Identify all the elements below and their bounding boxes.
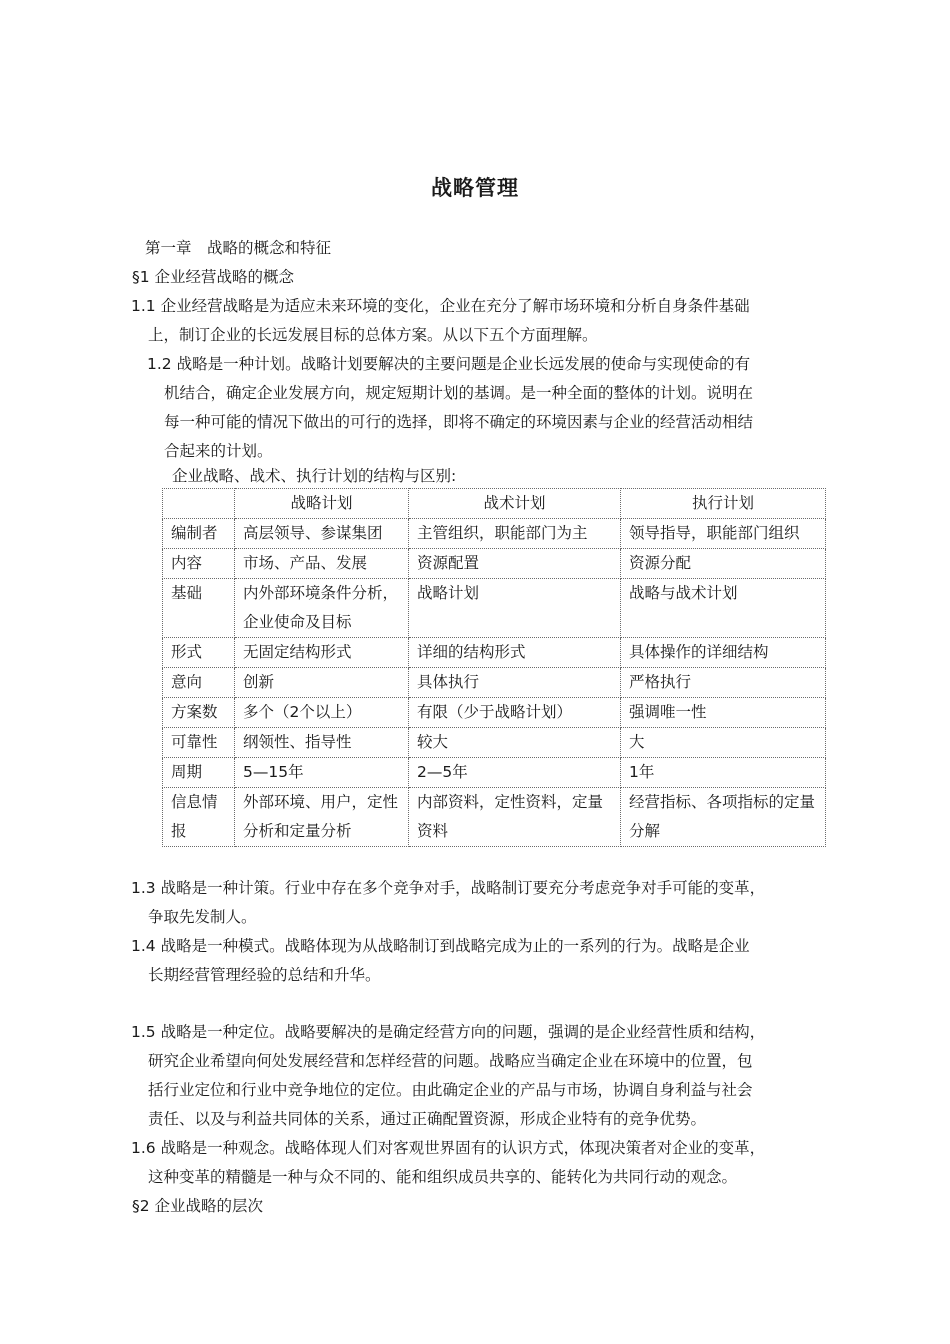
table-cell: 5—15年 bbox=[235, 758, 409, 788]
table-cell: 资源配置 bbox=[409, 549, 621, 579]
table-cell: 无固定结构形式 bbox=[235, 638, 409, 668]
table-cell: 严格执行 bbox=[621, 668, 826, 698]
table-cell: 经营指标、各项指标的定量分解 bbox=[621, 788, 826, 847]
table-cell: 基础 bbox=[163, 579, 235, 638]
table-cell: 意向 bbox=[163, 668, 235, 698]
page-title: 战略管理 bbox=[431, 176, 519, 200]
table-row bbox=[163, 728, 826, 758]
table-cell: 具体操作的详细结构 bbox=[621, 638, 826, 668]
table-header-row bbox=[163, 489, 826, 519]
table-cell: 主管组织，职能部门为主 bbox=[409, 519, 621, 549]
section-heading-2: §2 企业战略的层次 bbox=[132, 1197, 264, 1215]
table-cell: 2—5年 bbox=[409, 758, 621, 788]
table-cell: 领导指导，职能部门组织 bbox=[621, 519, 826, 549]
paragraph-line: 1.1 企业经营战略是为适应未来环境的变化，企业在充分了解市场环境和分析自身条件基础 bbox=[131, 297, 750, 315]
paragraph-line: 责任、以及与利益共同体的关系，通过正确配置资源，形成企业特有的竞争优势。 bbox=[148, 1110, 707, 1128]
paragraph-1-4 bbox=[131, 932, 750, 990]
paragraph-line: 上，制订企业的长远发展目标的总体方案。从以下五个方面理解。 bbox=[148, 326, 598, 344]
paragraph-line: 这种变革的精髓是一种与众不同的、能和组织成员共享的、能转化为共同行动的观念。 bbox=[148, 1168, 738, 1186]
paragraph-1-5 bbox=[131, 1018, 765, 1134]
table-cell: 内容 bbox=[163, 549, 235, 579]
paragraph-line: 1.2 战略是一种计划。战略计划要解决的主要问题是企业长远发展的使命与实现使命的有 bbox=[147, 355, 751, 373]
table-header-cell: 执行计划 bbox=[621, 489, 826, 519]
paragraph-line: 1.6 战略是一种观念。战略体现人们对客观世界固有的认识方式，体现决策者对企业的变革， bbox=[131, 1139, 766, 1157]
paragraph-line: 长期经营管理经验的总结和升华。 bbox=[148, 966, 381, 984]
table-cell: 纲领性、指导性 bbox=[235, 728, 409, 758]
table-row bbox=[163, 788, 826, 847]
chapter-heading: 第一章 战略的概念和特征 bbox=[145, 239, 332, 257]
paragraph-line: 机结合，确定企业发展方向，规定短期计划的基调。是一种全面的整体的计划。说明在 bbox=[164, 384, 754, 402]
paragraph-line: 括行业定位和行业中竞争地位的定位。由此确定企业的产品与市场，协调自身利益与社会 bbox=[148, 1081, 753, 1099]
table-cell: 市场、产品、发展 bbox=[235, 549, 409, 579]
paragraph-line: 争取先发制人。 bbox=[148, 908, 257, 926]
table-cell: 编制者 bbox=[163, 519, 235, 549]
table-cell: 信息情报 bbox=[163, 788, 235, 847]
paragraph-line: 合起来的计划。 bbox=[164, 442, 273, 460]
comparison-table bbox=[162, 488, 826, 847]
paragraph-1-6 bbox=[131, 1134, 765, 1192]
table-row bbox=[163, 698, 826, 728]
table-cell: 强调唯一性 bbox=[621, 698, 826, 728]
table-cell: 1年 bbox=[621, 758, 826, 788]
paragraph-line: 1.3 战略是一种计策。行业中存在多个竞争对手，战略制订要充分考虑竞争对手可能的变革， bbox=[131, 879, 766, 897]
table-row bbox=[163, 758, 826, 788]
table-cell: 有限（少于战略计划） bbox=[409, 698, 621, 728]
table-cell: 外部环境、用户，定性分析和定量分析 bbox=[235, 788, 409, 847]
table-cell: 具体执行 bbox=[409, 668, 621, 698]
table-cell: 创新 bbox=[235, 668, 409, 698]
paragraph-line: 每一种可能的情况下做出的可行的选择，即将不确定的环境因素与企业的经营活动相结 bbox=[164, 413, 754, 431]
table-header-cell bbox=[163, 489, 235, 519]
table-header-cell: 战术计划 bbox=[409, 489, 621, 519]
section-heading-1: §1 企业经营战略的概念 bbox=[132, 268, 295, 286]
paragraph-line: 1.5 战略是一种定位。战略要解决的是确定经营方向的问题，强调的是企业经营性质和结构， bbox=[131, 1023, 766, 1041]
table-cell: 可靠性 bbox=[163, 728, 235, 758]
table-cell: 内部资料，定性资料，定量资料 bbox=[409, 788, 621, 847]
table-row bbox=[163, 638, 826, 668]
paragraph-1-2 bbox=[147, 350, 753, 466]
table-cell: 资源分配 bbox=[621, 549, 826, 579]
table-cell: 战略与战术计划 bbox=[621, 579, 826, 638]
paragraph-1-1 bbox=[131, 292, 750, 350]
table-row bbox=[163, 668, 826, 698]
table-cell: 方案数 bbox=[163, 698, 235, 728]
table-cell: 详细的结构形式 bbox=[409, 638, 621, 668]
table-cell: 内外部环境条件分析，企业使命及目标 bbox=[235, 579, 409, 638]
paragraph-line: 1.4 战略是一种模式。战略体现为从战略制订到战略完成为止的一系列的行为。战略是企业 bbox=[131, 937, 750, 955]
table-cell: 多个（2个以上） bbox=[235, 698, 409, 728]
table-row bbox=[163, 579, 826, 638]
table-row bbox=[163, 549, 826, 579]
table-caption: 企业战略、战术、执行计划的结构与区别: bbox=[172, 467, 457, 485]
table-cell: 大 bbox=[621, 728, 826, 758]
table-row bbox=[163, 519, 826, 549]
paragraph-1-3 bbox=[131, 874, 765, 932]
table-header-cell: 战略计划 bbox=[235, 489, 409, 519]
table-cell: 形式 bbox=[163, 638, 235, 668]
table-cell: 高层领导、参谋集团 bbox=[235, 519, 409, 549]
table-cell: 周期 bbox=[163, 758, 235, 788]
table-cell: 战略计划 bbox=[409, 579, 621, 638]
table-cell: 较大 bbox=[409, 728, 621, 758]
paragraph-line: 研究企业希望向何处发展经营和怎样经营的问题。战略应当确定企业在环境中的位置，包 bbox=[148, 1052, 753, 1070]
